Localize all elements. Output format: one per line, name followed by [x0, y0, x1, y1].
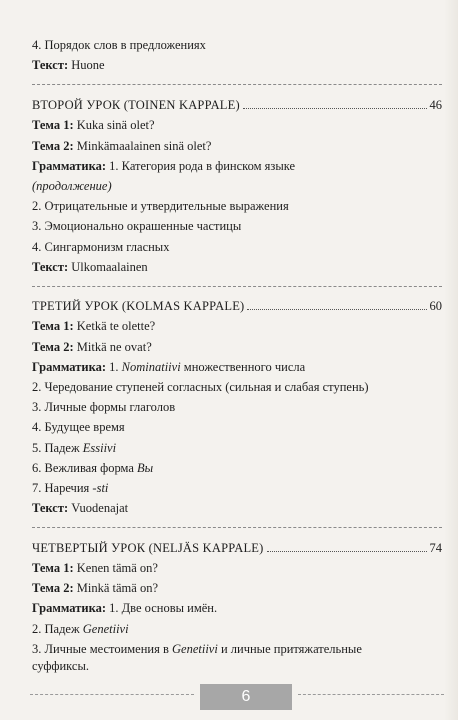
toc-item: (продолжение)	[32, 179, 112, 193]
toc-grammar: Грамматика: 1. Категория рода в финском языке	[32, 159, 296, 173]
toc-text-line: Текст: Huone	[32, 58, 105, 72]
lesson-heading[interactable]	[32, 540, 442, 556]
toc-theme: Тема 2: Minkä tämä on?	[32, 581, 158, 595]
toc-item: суффиксы.	[32, 659, 89, 673]
toc-theme: Тема 2: Minkämaalainen sinä olet?	[32, 139, 212, 153]
section-divider	[32, 286, 442, 287]
toc-item: 7. Наречия -sti	[32, 481, 109, 495]
leader-dots	[243, 98, 427, 109]
section-divider	[32, 84, 442, 85]
toc-item: 4. Сингармонизм гласных	[32, 240, 170, 254]
toc-item: 2. Падеж Genetiivi	[32, 622, 129, 636]
toc-item: 2. Отрицательные и утвердительные выражения	[32, 199, 289, 213]
toc-item: 3. Эмоционально окрашенные частицы	[32, 219, 242, 233]
page-edge-shadow	[444, 0, 458, 720]
toc-item: 6. Вежливая форма Вы	[32, 461, 154, 475]
footer-rule-left	[30, 694, 194, 695]
toc-text-line: Текст: Ulkomaalainen	[32, 260, 148, 274]
lesson-title: ВТОРОЙ УРОК (TOINEN KAPPALE)	[32, 98, 240, 112]
page-number: 6	[200, 684, 292, 710]
lesson-title: ЧЕТВЕРТЫЙ УРОК (NELJÄS KAPPALE)	[32, 541, 264, 555]
page-ref: 60	[429, 299, 442, 313]
toc-grammar: Грамматика: 1. Nominatiivi множественного числа	[32, 360, 306, 374]
toc-grammar: Грамматика: 1. Две основы имён.	[32, 601, 218, 615]
lesson-heading[interactable]	[32, 298, 442, 314]
page-ref: 46	[429, 98, 442, 112]
lesson-heading[interactable]	[32, 97, 442, 113]
toc-item: 3. Личные местоимения в Genetiivi и личные притяжательные	[32, 642, 362, 656]
toc-text-line: Текст: Vuodenajat	[32, 501, 129, 515]
toc-theme: Тема 2: Mitkä ne ovat?	[32, 340, 152, 354]
section-divider	[32, 527, 442, 528]
toc-item: 4. Порядок слов в предложениях	[32, 38, 206, 52]
toc-item: 3. Личные формы глаголов	[32, 400, 176, 414]
toc-item: 4. Будущее время	[32, 420, 125, 434]
page-ref: 74	[429, 541, 442, 555]
toc-item: 2. Чередование ступеней согласных (сильная и слабая ступень)	[32, 380, 369, 394]
toc-theme: Тема 1: Ketkä te olette?	[32, 319, 156, 333]
lesson-title: ТРЕТИЙ УРОК (KOLMAS KAPPALE)	[32, 299, 245, 313]
toc-theme: Тема 1: Kuka sinä olet?	[32, 118, 155, 132]
footer-rule-right	[298, 694, 444, 695]
leader-dots	[267, 541, 427, 552]
toc-theme: Тема 1: Kenen tämä on?	[32, 561, 158, 575]
leader-dots	[247, 299, 426, 310]
toc-item: 5. Падеж Essiivi	[32, 441, 117, 455]
